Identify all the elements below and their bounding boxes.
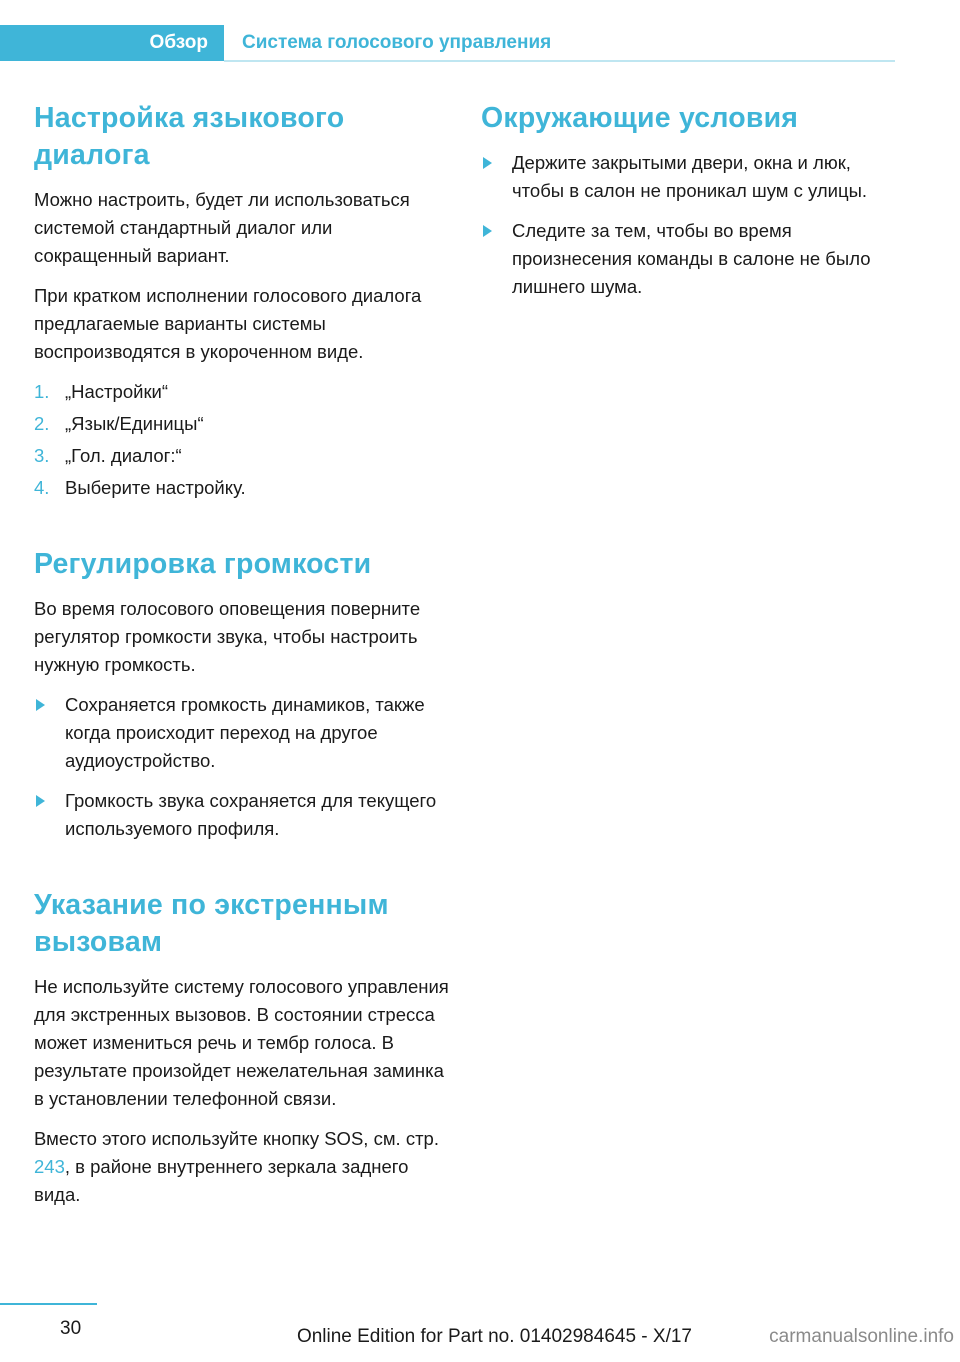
emergency-heading — [34, 887, 452, 961]
list-item — [34, 474, 452, 502]
header-divider — [224, 60, 895, 62]
heading-line: Настройка языкового — [34, 102, 345, 134]
bullet-text: Держите закрытыми двери, окна и люк, чтобы в салон не проникал шум с улицы. — [512, 152, 868, 201]
chapter-tab-label: Обзор — [149, 32, 208, 53]
watermark: carmanualsonline.info — [769, 1326, 954, 1347]
bullet-text: Сохраняется громкость динамиков, также когда происходит переход на другое аудиоустройство. — [65, 694, 425, 771]
volume-heading: Регулировка громкости — [34, 548, 372, 580]
emergency-para-1: Не используйте систему голосового управления для экстренных вызовов. В состоянии стресса может измениться речь и тембр голоса. В результате произойдет нежелательная заминка в установлении телефонной связи. — [34, 976, 449, 1109]
bullet-text: Следите за тем, чтобы во время произнесения команды в салоне не было лишнего шума. — [512, 220, 871, 297]
dialog-settings-section — [34, 100, 452, 502]
volume-bullets — [34, 691, 452, 843]
list-item — [34, 442, 452, 470]
text-run: Вместо этого используйте кнопку SOS, см. стр. — [34, 1128, 439, 1149]
edition-text: Online Edition for Part no. 01402984645 - X/17 — [296, 1326, 692, 1347]
list-item — [34, 787, 452, 843]
list-item — [34, 378, 452, 406]
dialog-para-2: При кратком исполнении голосового диалога предлагаемые варианты системы воспроизводятся в укороченном виде. — [34, 285, 422, 362]
list-item — [34, 691, 452, 775]
step-number: 4. — [34, 477, 50, 498]
volume-para: Во время голосового оповещения поверните регулятор громкости звука, чтобы настроить нужную громкость. — [34, 598, 421, 675]
step-number: 2. — [34, 413, 50, 434]
dialog-steps-list — [34, 378, 452, 502]
step-text: „Гол. диалог:“ — [65, 445, 182, 466]
bullet-text: Громкость звука сохраняется для текущего используемого профиля. — [65, 790, 437, 839]
chapter-tab[interactable] — [0, 25, 224, 61]
step-number: 3. — [34, 445, 50, 466]
footer-divider — [0, 1303, 97, 1305]
emergency-para-2 — [34, 1125, 452, 1209]
bullet-triangle-icon — [34, 691, 65, 719]
dialog-settings-heading — [34, 100, 452, 174]
step-text: „Настройки“ — [65, 381, 169, 402]
list-item — [34, 410, 452, 438]
page-link[interactable]: 243 — [34, 1156, 65, 1177]
step-text: „Язык/Единицы“ — [65, 413, 204, 434]
environment-bullets — [481, 149, 901, 301]
text-run: , в районе внутреннего зеркала заднего вида. — [34, 1156, 409, 1205]
bullet-triangle-icon — [481, 217, 512, 245]
emergency-section — [34, 887, 452, 1209]
bullet-triangle-icon — [481, 149, 512, 177]
environment-section — [481, 100, 901, 301]
step-number: 1. — [34, 381, 50, 402]
page-number: 30 — [60, 1318, 82, 1339]
environment-heading: Окружающие условия — [481, 102, 799, 134]
dialog-para-1: Можно настроить, будет ли использоваться системой стандартный диалог или сокращенный вариант. — [34, 189, 410, 266]
right-column — [481, 100, 901, 345]
list-item — [481, 217, 901, 301]
step-text: Выберите настройку. — [65, 477, 246, 498]
bullet-triangle-icon — [34, 787, 65, 815]
list-item — [481, 149, 901, 205]
heading-line: вызовам — [34, 926, 163, 958]
heading-line: диалога — [34, 139, 150, 171]
heading-line: Указание по экстренным — [34, 889, 389, 921]
section-title: Система голосового управления — [242, 32, 552, 53]
volume-section — [34, 546, 452, 843]
left-column — [34, 100, 452, 1253]
